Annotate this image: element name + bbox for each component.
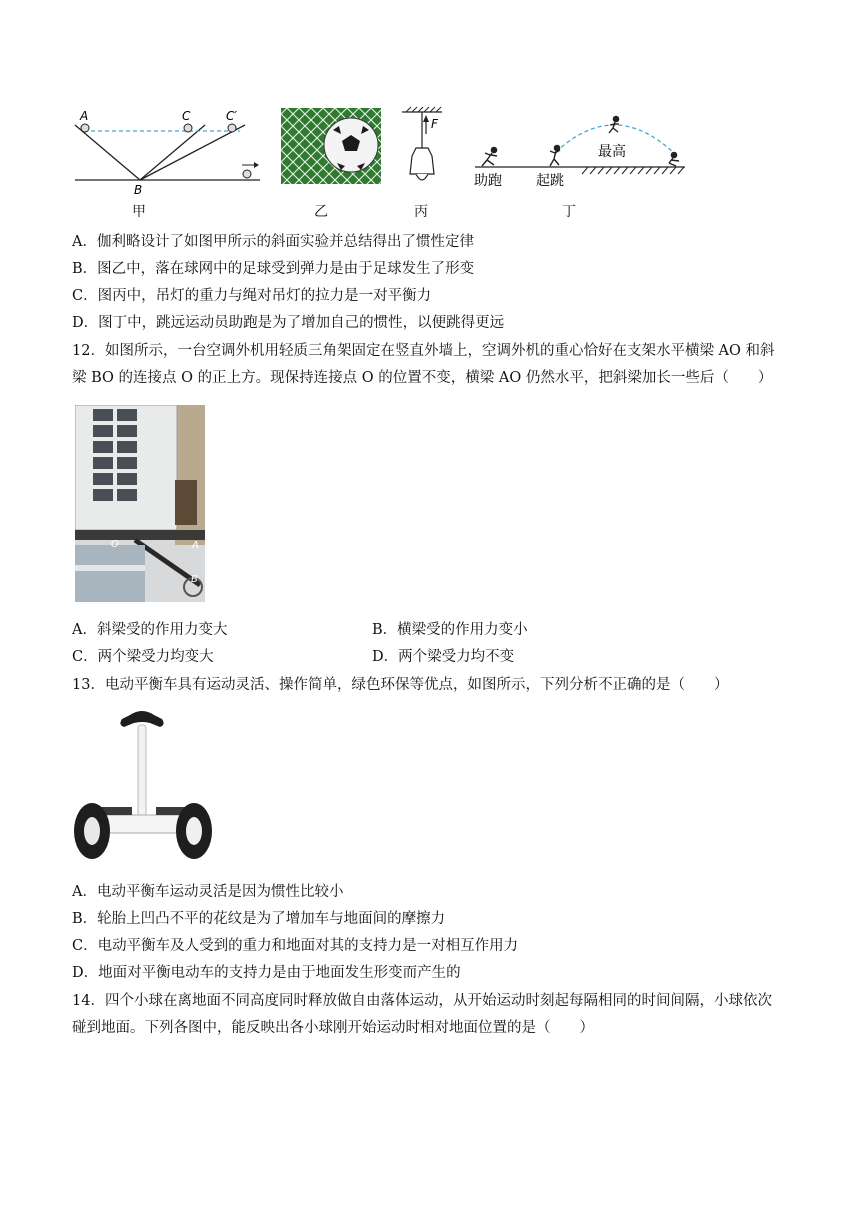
label-A: A — [80, 109, 89, 123]
q11-option-b: B．图乙中，落在球网中的足球受到弹力是由于足球发生了形变 — [72, 261, 475, 277]
label-O: O — [111, 539, 119, 550]
q13-option-c: C．电动平衡车及人受到的重力和地面对其的支持力是一对相互作用力 — [72, 938, 519, 954]
label-C-prime: C′ — [226, 109, 238, 123]
q12-option-d: D．两个梁受力均不变 — [372, 649, 515, 665]
label-F: F — [431, 117, 438, 131]
label-B: B — [191, 574, 198, 585]
q11-option-c: C．图丙中，吊灯的重力与绳对吊灯的拉力是一对平衡力 — [72, 288, 432, 304]
q12-option-a: A．斜梁受的作用力变大 — [72, 622, 228, 638]
q12-ac-unit-photo — [75, 405, 205, 602]
jumper-takeoff-figure — [550, 145, 560, 166]
figure-jia-incline — [70, 105, 265, 195]
label-top: 最高 — [598, 144, 626, 160]
q11-option-d: D．图丁中，跳远运动员助跑是为了增加自己的惯性，以便跳得更远 — [72, 315, 505, 331]
label-C: C — [182, 109, 191, 123]
jumper-landing-figure — [669, 152, 679, 166]
q13-option-a: A．电动平衡车运动灵活是因为惯性比较小 — [72, 884, 344, 900]
figure-ding-longjump — [470, 112, 692, 192]
q13-option-b: B．轮胎上凹凸不平的花纹是为了增加车与地面间的摩擦力 — [72, 911, 446, 927]
label-B: B — [134, 183, 143, 195]
q13-stem: 13．电动平衡车具有运动灵活、操作简单，绿色环保等优点，如图所示，下列分析不正确的是（ ） — [72, 677, 729, 693]
q11-option-a: A．伽利略设计了如图甲所示的斜面实验并总结得出了惯性定律 — [72, 234, 474, 250]
q12-stem-line1: 12．如图所示，一台空调外机用轻质三角架固定在竖直外墙上，空调外机的重心恰好在支架水平横梁 AO 和斜 — [72, 343, 775, 359]
label-run: 助跑 — [474, 173, 502, 189]
label-A: A — [192, 540, 199, 551]
caption-bing: 丙 — [414, 204, 428, 220]
q12-option-c: C．两个梁受力均变大 — [72, 649, 214, 665]
label-jump: 起跳 — [536, 173, 564, 189]
q12-stem-line2: 梁 BO 的连接点 O 的正上方。现保持连接点 O 的位置不变，横梁 AO 仍然水平，把斜梁加长一些后（ ） — [72, 370, 773, 386]
caption-ding: 丁 — [562, 204, 576, 220]
jumper-peak-figure — [609, 116, 619, 133]
runner-figure — [482, 147, 497, 166]
figure-bing-lamp — [398, 106, 454, 192]
figure-yi-soccer-photo — [281, 108, 381, 184]
q13-option-d: D．地面对平衡电动车的支持力是由于地面发生形变而产生的 — [72, 965, 461, 981]
caption-jia: 甲 — [132, 204, 146, 220]
q14-stem-line2: 碰到地面。下列各图中，能反映出各小球刚开始运动时相对地面位置的是（ ） — [72, 1020, 594, 1036]
q14-stem-line1: 14．四个小球在离地面不同高度同时释放做自由落体运动，从开始运动时刻起每隔相同的时间间隔，小球依次 — [72, 993, 772, 1009]
q13-balance-scooter-image — [72, 703, 217, 868]
caption-yi: 乙 — [314, 204, 328, 220]
q12-option-b: B．横梁受的作用力变小 — [372, 622, 528, 638]
